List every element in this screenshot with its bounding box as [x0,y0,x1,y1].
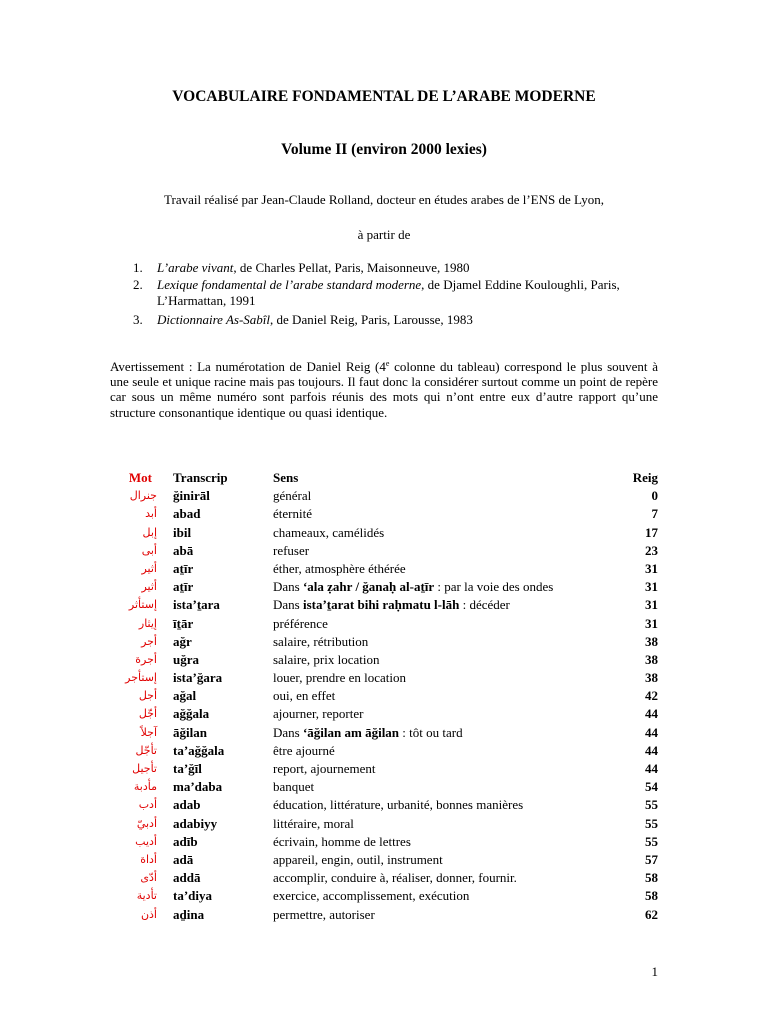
table-row [110,796,658,814]
meaning [273,487,311,505]
reig-number: 57 [645,851,658,867]
meaning [273,651,380,669]
table-row [110,578,658,596]
meaning [273,615,328,633]
arabic-word: أذن [140,907,157,921]
table-row [110,669,658,687]
reig-number: 17 [645,524,658,540]
table-row [110,815,658,833]
arabic-word: أجل [138,689,157,703]
arabic-word: أدبيّ [136,816,157,830]
document-title: VOCABULAIRE FONDAMENTAL DE L’ARABE MODERNE [172,88,596,105]
meaning-text: éternité [273,506,312,522]
transcription: ağal [173,688,197,704]
transcription: ista’ğara [173,670,223,686]
table-row [110,651,658,669]
reig-number: 31 [645,597,658,613]
meaning-text: oui, en effet [273,688,336,704]
meaning [273,596,510,614]
arabic-word: تأجّل [135,743,157,757]
table-row [110,505,658,523]
transcription: ibil [173,524,192,540]
table-row [110,833,658,851]
meaning [273,542,309,560]
arabic-word: إستأثر [128,598,157,612]
table-row [110,615,658,633]
meaning [273,760,376,778]
source-text [157,277,620,308]
transcription: adabiyy [173,815,218,831]
meaning [273,815,354,833]
arabic-word: أجرة [135,652,157,666]
reig-number: 54 [645,779,658,795]
reig-number: 38 [645,651,658,667]
meaning-text: Dans [273,579,303,595]
reig-number: 31 [645,579,658,595]
meaning-example: ‘āğilan am āğilan [302,724,400,740]
table-row [110,487,658,505]
transcription: uğra [173,651,199,667]
table-row [110,887,658,905]
arabic-word: أبد [145,507,157,521]
reig-number: 23 [645,542,658,558]
source-title: Dictionnaire As-Sabîl [157,312,271,327]
reig-number: 31 [645,615,658,631]
source-details: , de Daniel Reig, Paris, Larousse, 1983 [270,312,473,327]
transcription: ista’ṯara [173,597,220,613]
transcription: ta’diya [173,888,212,904]
source-item [110,312,658,328]
meaning-text: littéraire, moral [273,815,354,831]
arabic-word: إستأجر [125,671,157,685]
table-row [110,524,658,542]
warning-paragraph [110,359,658,420]
transcription: ğinirāl [173,488,210,504]
vocabulary-table [110,469,658,924]
arabic-word: أبى [141,543,157,557]
meaning-text: banquet [273,779,315,795]
arabic-word: مأدبة [133,780,157,794]
meaning [273,524,384,542]
meaning-text: écrivain, homme de lettres [273,833,411,849]
meaning [273,633,368,651]
table-row [110,778,658,796]
meaning [273,851,443,869]
arabic-word: أجر [141,634,157,648]
source-number: 2. [133,277,143,292]
arabic-word: أدّى [140,871,157,885]
meaning-text: chameaux, camélidés [273,524,385,540]
meaning [273,887,469,905]
meaning-text: salaire, rétribution [273,633,369,649]
source-number: 3. [133,312,143,327]
transcription: ta’ağğala [173,742,225,758]
transcription: adab [173,797,201,813]
column-header-transcrip: Transcrip [173,470,228,485]
column-header-sens: Sens [273,470,299,485]
arabic-word: أثير [141,580,157,594]
table-row [110,633,658,651]
reig-number: 38 [645,670,658,686]
meaning-text: louer, prendre en location [273,670,407,686]
transcription: adīb [173,833,198,849]
arabic-word: أديب [135,834,157,848]
arabic-word: أثير [141,561,157,575]
meaning-text: exercice, accomplissement, exécution [273,888,470,904]
volume-subtitle: Volume II (environ 2000 lexies) [281,141,487,158]
meaning [273,705,363,723]
table-row [110,542,658,560]
reig-number: 44 [645,761,658,776]
transcription: addā [173,870,201,886]
meaning-text: accomplir, conduire à, réaliser, donner, fournir. [273,870,517,886]
reig-number: 55 [645,815,658,831]
meaning [273,578,553,596]
reig-number: 55 [645,833,658,849]
meaning-gloss: : tôt ou tard [399,724,463,740]
column-header-reig: Reig [632,470,658,485]
reig-number: 42 [645,688,658,704]
table-row [110,869,658,887]
transcription: aḏina [173,906,205,922]
arabic-word: آجلاً [140,725,157,739]
warning-ordinal-suffix: e [385,359,390,368]
transcription: ağğala [173,706,210,722]
reig-number: 55 [645,797,658,813]
table-row [110,687,658,705]
reig-number: 31 [645,560,658,576]
meaning-text: appareil, engin, outil, instrument [273,851,443,867]
table-body [110,487,658,924]
transcription: ağr [173,633,192,649]
table-row [110,724,658,742]
meaning-text: refuser [273,542,310,558]
meaning-text: préférence [273,615,328,631]
table-row [110,742,658,760]
reig-number: 58 [645,888,658,904]
meaning [273,669,406,687]
meaning [273,869,517,887]
meaning-text: éducation, littérature, urbanité, bonnes manières [273,797,524,813]
table-row [110,596,658,614]
transcription: ma’daba [173,779,223,795]
transcription: abā [173,542,194,558]
meaning-text: général [273,488,312,504]
reig-number: 62 [645,906,658,922]
meaning-text: permettre, autoriser [273,906,375,922]
arabic-word: تأدية [136,889,157,903]
meaning-gloss: : par la voie des ondes [434,579,554,595]
sources-list [110,260,658,328]
meaning-text: Dans [273,724,303,740]
reig-number: 38 [645,633,658,649]
source-details: , de Djamel Eddine Kouloughli, Paris, L’Harmattan, 1991 [157,277,620,308]
column-header-mot: Mot [128,470,152,485]
meaning-text: salaire, prix location [273,651,380,667]
source-title: Lexique fondamental de l’arabe standard moderne [157,277,422,292]
source-details: , de Charles Pellat, Paris, Maisonneuve, 1980 [233,260,470,275]
meaning [273,778,314,796]
meaning-text: report, ajournement [273,761,376,776]
arabic-word: تأجيل [132,762,157,775]
transcription: ta’ğīl [173,761,202,776]
meaning-text: Dans [273,597,303,613]
arabic-word: أداة [140,852,157,866]
arabic-word: أدب [138,798,157,812]
meaning [273,906,375,924]
source-text [157,260,470,275]
meaning-example: ‘ala ẓahr / ğanaḥ al-aṯīr [302,579,435,595]
table-row [110,560,658,578]
table-row [110,760,658,778]
transcription: adā [173,851,194,867]
meaning [273,505,312,523]
reig-number: 44 [645,742,658,758]
transcription: aṯīr [173,579,194,595]
transcription: īṯār [173,615,194,631]
reig-number: 0 [651,488,658,504]
meaning-text: éther, atmosphère éthérée [273,560,406,576]
warning-text-end: colonne du tableau) correspond le plus souvent à une seule et unique racine mais pas toujours. Il faut donc la considérer surtout comme un point de repère car sous un même numéro sont parfois réunis des mots qui n’ont entre eux d’autre rapport qu’une structure consonantique identique ou quasi identique. [110,359,658,420]
source-number: 1. [133,260,143,275]
table-row [110,851,658,869]
author-credit: Travail réalisé par Jean-Claude Rolland, docteur en études arabes de l’ENS de Lyon, [164,192,604,207]
warning-text-start: Avertissement : La numérotation de Daniel Reig (4 [110,359,386,374]
meaning [273,796,523,814]
meaning-text: être ajourné [273,742,335,758]
source-text [157,312,473,327]
table-row [110,906,658,924]
arabic-word: إيثار [138,616,157,630]
transcription: aṯīr [173,560,194,576]
source-title: L’arabe vivant [157,260,234,275]
reig-number: 44 [645,724,658,740]
arabic-word: إبل [142,525,157,539]
meaning-gloss: : décéder [459,597,510,613]
transcription: āğilan [173,724,207,740]
reig-number: 44 [645,706,658,722]
sources-intro: à partir de [357,227,411,242]
meaning [273,724,463,742]
page-number: 1 [651,964,658,979]
source-item [110,277,658,309]
arabic-word: أجّل [138,707,157,721]
meaning-text: ajourner, reporter [273,706,364,722]
meaning-example: ista’ṯarat bihi raḥmatu l-lāh [302,597,460,613]
table-row [110,705,658,723]
meaning [273,687,335,705]
meaning [273,742,335,760]
meaning [273,560,406,578]
meaning [273,833,411,851]
transcription: abad [173,506,201,522]
arabic-word: جنرال [129,489,157,503]
reig-number: 58 [645,870,658,886]
source-item [110,260,658,276]
table-header-row [110,469,658,487]
reig-number: 7 [651,506,658,522]
